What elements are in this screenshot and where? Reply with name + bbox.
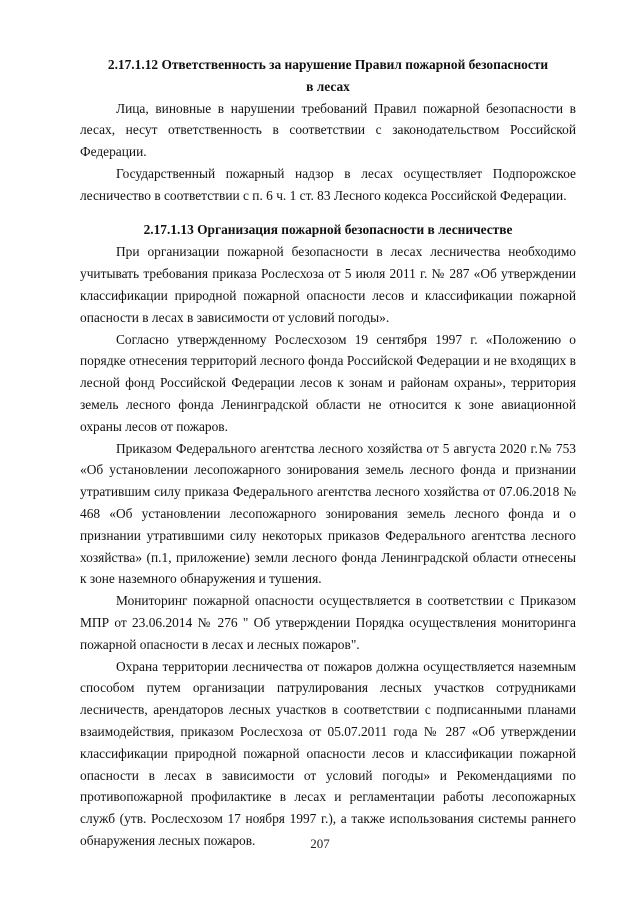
heading-line-1: 2.17.1.12 Ответственность за нарушение Правил пожарной безопасности xyxy=(107,57,549,72)
heading-line-2: в лесах xyxy=(306,78,350,94)
paragraph: Согласно утвержденному Рослесхозом 19 сентября 1997 г. «Положению о порядке отнесения территорий лесного фонда Российской Федерации и не входящих в лесной фонд Российской Федерации лесов к зонам и районам охраны», территория земель лесного фонда Ленинградской области не относится к зоне авиационной охраны лесов от пожаров. xyxy=(80,331,576,434)
page-number: 207 xyxy=(310,836,330,851)
paragraph: Приказом Федерального агентства лесного хозяйства от 5 августа 2020 г.№ 753 «Об установлении лесопожарного зонирования земель лесного фонда и признании утратившим силу приказа Федерального агентства лесного хозяйства от 07.06.2018 № 468 «Об установлении лесопожарного зонирования земель лесного фонда и о признании утратившими силу некоторых приказов Федерального агентства лесного хозяйства» (п.1, приложение) земли лесного фонда Ленинградской области отнесены к зоне наземного обнаружения и тушения. xyxy=(80,440,576,587)
page-content xyxy=(80,52,576,852)
section-heading-organization: 2.17.1.13 Организация пожарной безопасности в лесничестве xyxy=(143,221,513,237)
section-heading-responsibility xyxy=(80,52,576,98)
paragraph: Государственный пожарный надзор в лесах осуществляет Подпорожское лесничество в соответствии с п. 6 ч. 1 ст. 83 Лесного кодекса Российской Федерации. xyxy=(80,165,576,203)
paragraph: Лица, виновные в нарушении требований Правил пожарной безопасности в лесах, несут ответственность в соответствии с законодательством Российской Федерации. xyxy=(80,100,576,160)
paragraph: Охрана территории лесничества от пожаров должна осуществляется наземным способом путем организации патрулирования лесных участков сотрудниками лесничеств, арендаторов лесных участков в соответствии с подписанными планами взаимодействия, приказом Рослесхоза от 05.07.2011 года № 287 «Об утверждении классификации природной пожарной опасности лесов и классификации пожарной опасности в лесах в зависимости от условий погоды» и Рекомендациями по противопожарной профилактике в лесах и регламентации работы лесопожарных служб (утв. Рослесхозом 17 ноября 1997 г.), а также использования системы раннего обнаружения лесных пожаров. xyxy=(80,658,576,848)
paragraph: При организации пожарной безопасности в лесах лесничества необходимо учитывать требования приказа Рослесхоза от 5 июля 2011 г. № 287 «Об утверждении классификации природной пожарной опасности лесов и классификации пожарной опасности в лесах в зависимости от условий погоды». xyxy=(80,244,576,325)
paragraph: Мониторинг пожарной опасности осуществляется в соответствии с Приказом МПР от 23.06.2014 № 276 " Об утверждении Порядка осуществления мониторинга пожарной опасности в лесах и лесных пожаров". xyxy=(80,593,576,652)
